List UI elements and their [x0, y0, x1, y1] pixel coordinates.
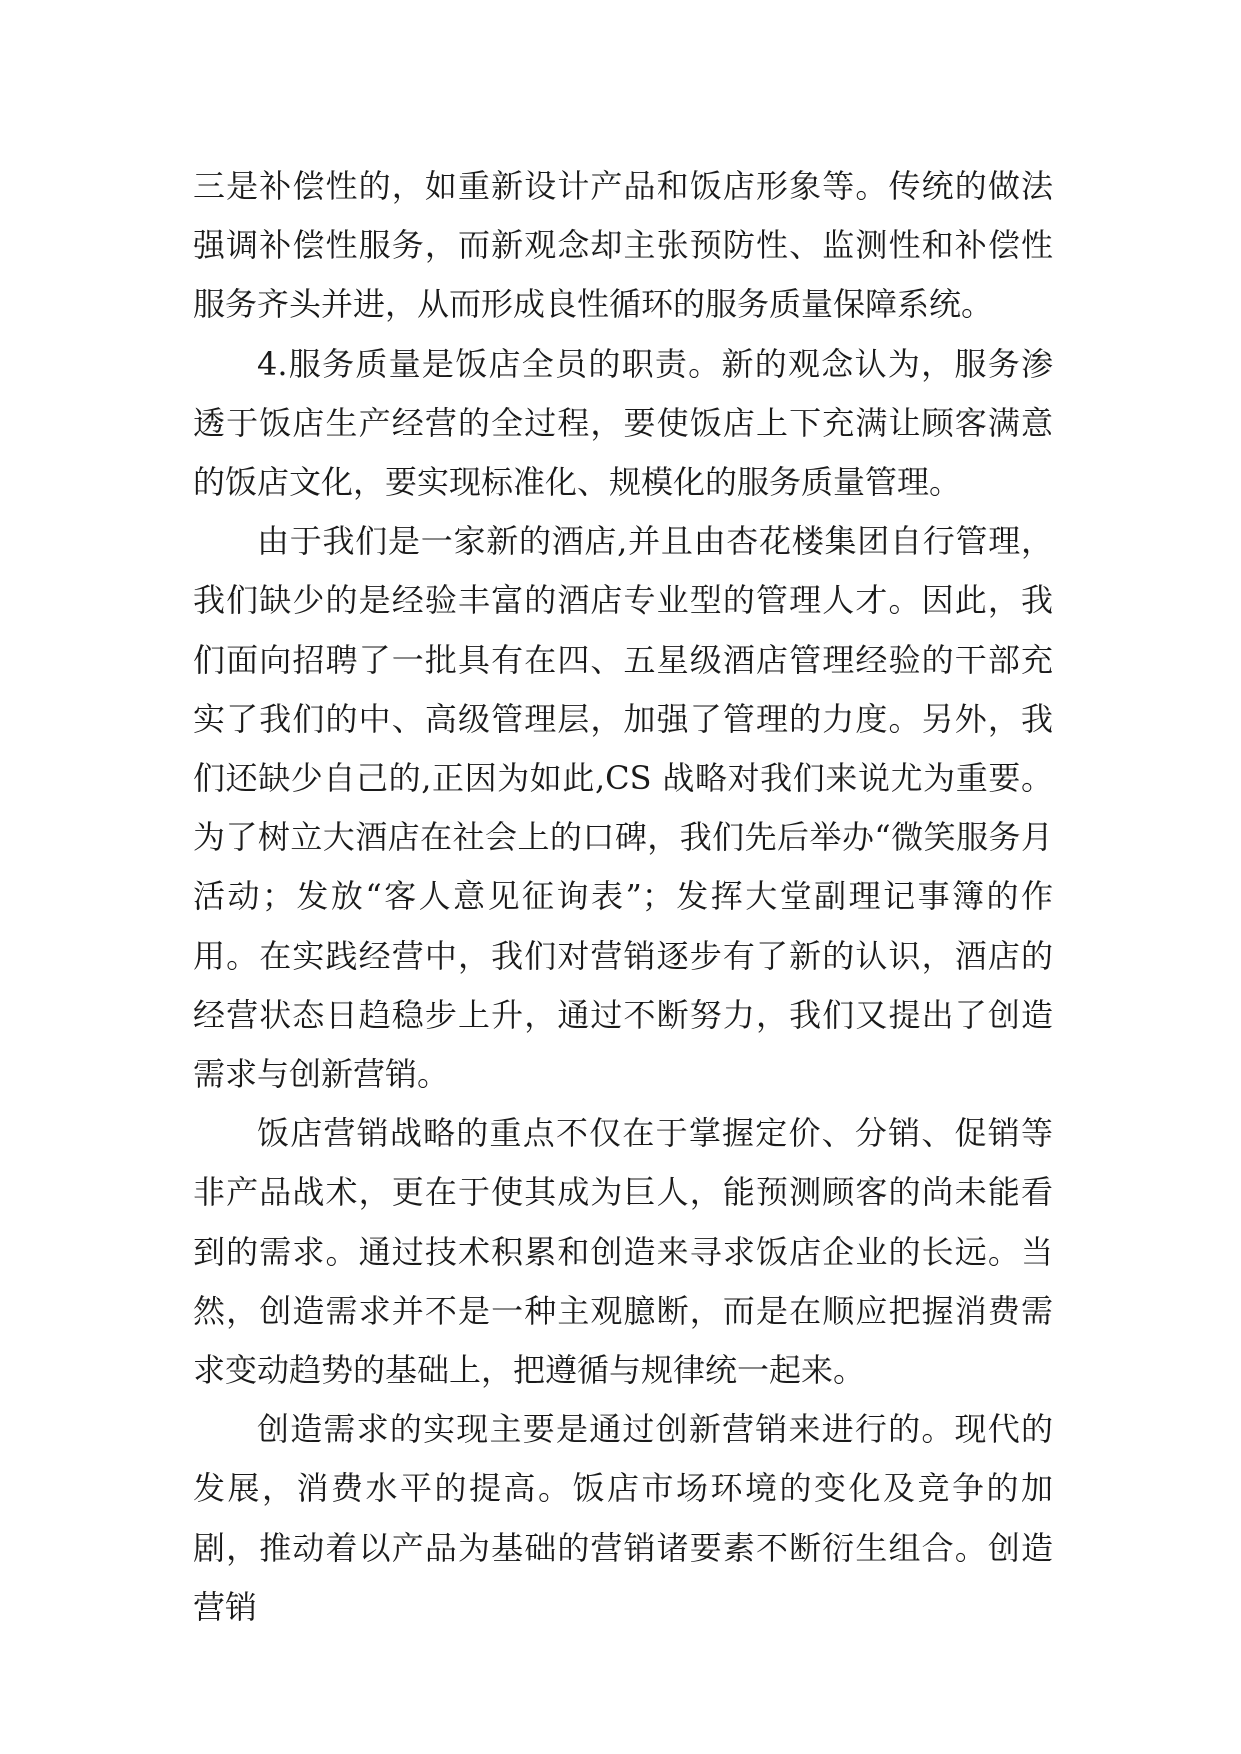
paragraph-5: 创造需求的实现主要是通过创新营销来进行的。现代的发展，消费水平的提高。饭店市场环境的变化及竞争的加剧，推动着以产品为基础的营销诸要素不断衍生组合。创造营销 [193, 1410, 1053, 1626]
body-text [193, 157, 1053, 1637]
paragraph-1: 三是补偿性的，如重新设计产品和饭店形象等。传统的做法强调补偿性服务，而新观念却主张预防性、监测性和补偿性服务齐头并进，从而形成良性循环的服务质量保障系统。 [193, 167, 1053, 324]
paragraph-4: 饭店营销战略的重点不仅在于掌握定价、分销、促销等非产品战术，更在于使其成为巨人，能预测顾客的尚未能看到的需求。通过技术积累和创造来寻求饭店企业的长远。当然，创造需求并不是一种主观臆断，而是在顺应把握消费需求变动趋势的基础上，把遵循与规律统一起来。 [193, 1114, 1053, 1390]
paragraph-2: 4.服务质量是饭店全员的职责。新的观念认为，服务渗透于饭店生产经营的全过程，要使饭店上下充满让顾客满意的饭店文化，要实现标准化、规模化的服务质量管理。 [193, 344, 1053, 502]
paragraph-3: 由于我们是一家新的酒店,并且由杏花楼集团自行管理，我们缺少的是经验丰富的酒店专业型的管理人才。因此，我们面向招聘了一批具有在四、五星级酒店管理经验的干部充实了我们的中、高级管理层，加强了管理的力度。另外，我们还缺少自己的,正因为如此,CS 战略对我们来说尤为重要。为了树立大酒店在社会上的口碑，我们先后举办“微笑服务月活动；发放“客人意见征询表”；发挥大堂副理记事簿的作用。在实践经营中，我们对营销逐步有了新的认识，酒店的经营状态日趋稳步上升，通过不断努力，我们又提出了创造需求与创新营销。 [193, 522, 1053, 1094]
